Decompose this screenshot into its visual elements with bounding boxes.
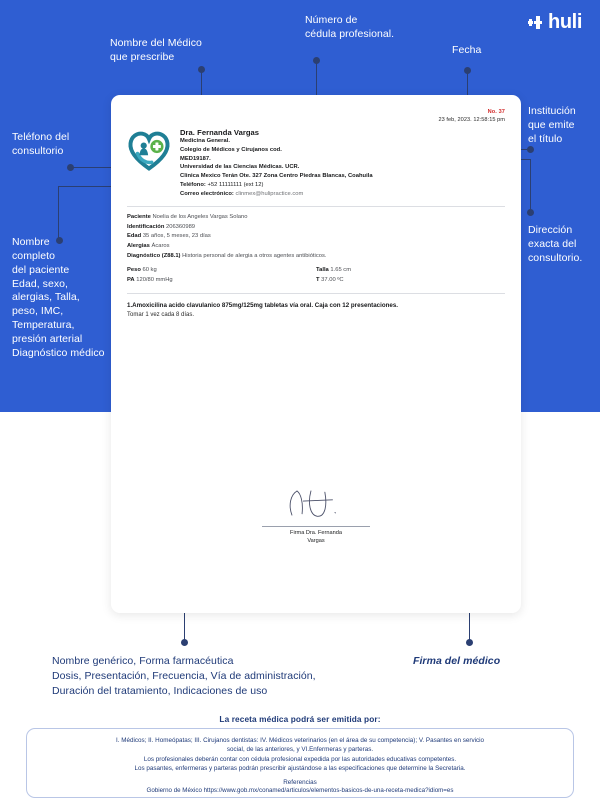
divider-medication: [127, 293, 505, 294]
medication-line-2: Tomar 1 vez cada 8 días.: [127, 312, 195, 319]
patient-weight-value: 60 kg: [142, 267, 157, 274]
doctor-specialty: Medicina General.: [180, 137, 230, 144]
patient-name-row: [127, 213, 505, 223]
clinic-email: [180, 190, 373, 199]
annotation-dot-signature: [466, 639, 473, 646]
clinic-phone: [180, 181, 373, 190]
prescription-card: [111, 95, 521, 613]
clinic-heart-logo-icon: [127, 128, 171, 172]
doctor-university: Universidad de las Ciencias Médicas. UCR.: [180, 164, 300, 171]
patient-allergies-row: [127, 242, 505, 252]
footer-paragraph-1: I. Médicos; II. Homeópatas; III. Cirujanos dentistas: IV. Médicos veterinarios (en el área de su competencia); V. Pasantes en servicio: [115, 737, 485, 744]
footer-paragraph-4: Los pasantes, enfermeras y parteras podrán prescribir ajustándose a las especificaciones que determine la Secretaria.: [134, 765, 466, 773]
clinic-phone-label: Teléfono:: [180, 181, 206, 188]
annotation-line-patient-v: [58, 186, 59, 240]
patient-allergies-value: Ácaros: [151, 243, 170, 250]
prescription-number: No. 37: [487, 109, 505, 115]
doctor-college-line1: Colegio de Médicos y Cirujanos cod.: [180, 146, 282, 153]
patient-height-row: [316, 266, 505, 276]
footer-box: [26, 728, 574, 798]
vitals-column-left: [127, 266, 316, 285]
patient-age-value: 35 años, 5 meses, 23 días: [142, 233, 211, 240]
patient-diagnosis-value: Historia personal de alergia a otros agentes antibióticos.: [182, 253, 327, 260]
patient-weight-label: Peso: [127, 267, 141, 274]
patient-id-value: 206360989: [166, 223, 196, 230]
huli-logo: [528, 12, 582, 32]
signature-rule: [262, 526, 370, 527]
vitals-column-right: [316, 266, 505, 285]
signature-block: [241, 480, 391, 546]
footer-references-title: Referencias: [283, 778, 317, 786]
plus-icon: [528, 15, 545, 30]
prescription-datetime: 23 feb, 2023. 12:58:15 pm: [438, 116, 505, 123]
footer-paragraph-2: social, de las anteriores, y VI.Enfermeras y parteras.: [226, 746, 374, 754]
clinic-phone-value: +52 11111111 (ext 12): [207, 181, 264, 188]
patient-name-value: Noelia de los Angeles Vargas Solano: [152, 213, 248, 220]
medication-section: [127, 301, 505, 320]
divider-top: [127, 206, 505, 207]
prescription-meta-row: [127, 109, 505, 124]
patient-diagnosis-label: Diagnóstico (Z88.1): [127, 253, 181, 260]
clinic-address: Clinica Mexico Terán Ote. 327 Zona Centro Piedras Blancas, Coahuila: [180, 173, 373, 180]
patient-name-label: Paciente: [127, 213, 151, 220]
patient-weight-row: [127, 266, 316, 276]
prescription-header: [127, 126, 505, 199]
annotation-address: Dirección exacta del consultorio.: [528, 224, 583, 264]
patient-temperature-row: [316, 276, 505, 286]
doctor-name: Dra. Fernanda Vargas: [180, 127, 260, 137]
annotation-license-number: Número de cédula profesional.: [305, 14, 395, 40]
prescription-meta: [438, 109, 505, 124]
patient-age-row: [127, 232, 505, 242]
patient-vitals: [127, 266, 505, 285]
patient-bp-row: [127, 276, 316, 286]
annotation-dot-medication: [181, 639, 188, 646]
patient-section: [127, 213, 505, 286]
doctor-identity: [180, 126, 373, 199]
patient-id-row: [127, 223, 505, 233]
footer-references-url[interactable]: Gobierno de México https://www.gob.mx/conamed/articulos/elementos-basicos-de-una-receta-medica?idiom=es: [146, 786, 454, 794]
annotation-phone: Teléfono del consultorio: [12, 131, 70, 157]
patient-allergies-label: Alergias: [127, 243, 150, 250]
medication-line-1: 1.Amoxicilina acido clavulanico 875mg/125mg tabletas vía oral. Caja con 12 presentaciones.: [127, 301, 398, 309]
annotation-line-address-v: [530, 160, 531, 212]
annotation-doctor-name: Nombre del Médico que prescribe: [110, 37, 202, 63]
annotation-institution: Institución que emite el título: [528, 105, 576, 145]
signature-glyph-icon: [241, 480, 391, 526]
clinic-email-value: clinmex@hulipractice.com: [235, 190, 304, 197]
footer-title: La receta médica podrá ser emitida por:: [219, 714, 381, 724]
clinic-email-label: Correo electrónico:: [180, 190, 234, 197]
footer-paragraph-3: Los profesionales deberán contar con cédula profesional expedida por las autoridades educativas competentes.: [143, 755, 457, 763]
patient-age-label: Edad: [127, 233, 142, 240]
annotation-signature: Firma del médico: [413, 655, 501, 667]
annotation-date: Fecha: [452, 44, 482, 56]
patient-bp-value: 120/80 mmHg: [136, 277, 173, 284]
patient-id-label: Identificación: [127, 223, 165, 230]
patient-height-label: Talla: [316, 267, 329, 274]
annotation-patient-fields: Nombre completo del paciente Edad, sexo, alergias, Talla, peso, IMC, Temperatura, presión arterial Diagnóstico médico: [12, 236, 105, 359]
patient-bp-label: PA: [127, 277, 135, 284]
doctor-license-code: MED19187.: [180, 155, 211, 162]
patient-height-value: 1.65 cm: [330, 267, 352, 274]
patient-temperature-label: T: [316, 277, 320, 284]
patient-diagnosis-row: [127, 252, 505, 262]
huli-wordmark: huli: [548, 11, 582, 33]
annotation-dot-institution: [527, 146, 534, 153]
annotation-medication-fields: Nombre genérico, Forma farmacéutica Dosis, Presentación, Frecuencia, Vía de administración, Duración del tratamiento, Indicaciones de uso: [52, 655, 316, 697]
prescription-card-inner: [111, 95, 521, 613]
patient-temperature-value: 37.00 ºC: [321, 277, 344, 284]
signature-label: Firma Dra. Fernanda Vargas: [290, 530, 342, 545]
